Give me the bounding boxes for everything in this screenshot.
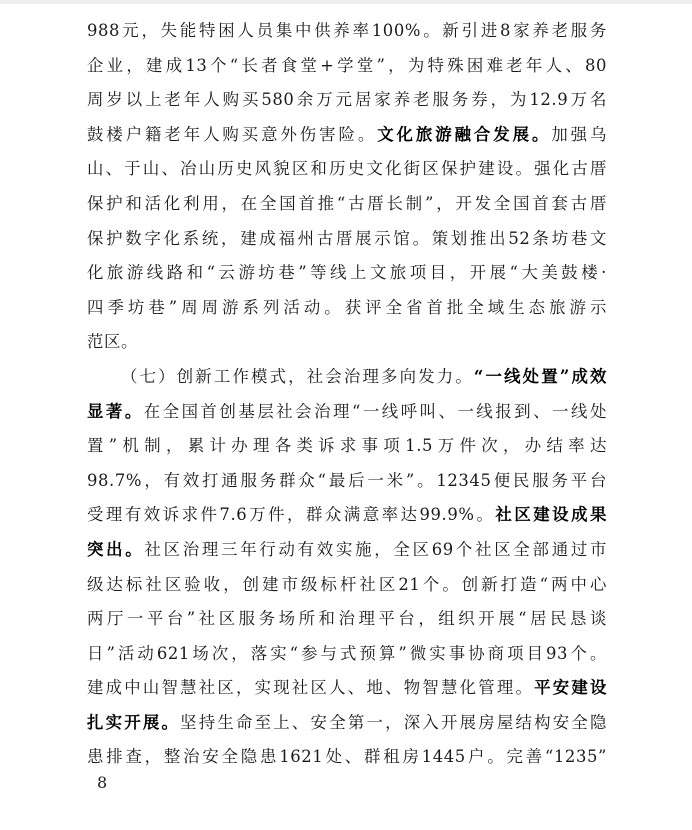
body-text: 加强乌	[551, 124, 607, 144]
body-text: 级达标社区验收，创建市级标杆社区21个。创新打造“两中心	[87, 574, 607, 594]
text-line	[87, 671, 607, 706]
body-text: 988元，失能特困人员集中供养率100%。新引进8家养老服务	[87, 21, 607, 40]
body-text: （七）创新工作模式，社会治理多向发力。	[121, 366, 474, 386]
text-line	[87, 14, 607, 49]
text-line	[87, 568, 607, 603]
body-text: 社区治理三年行动有效实施，全区69个社区全部通过市	[144, 539, 607, 559]
body-text: 日”活动621场次，落实“参与式预算”微实事协商项目93个。	[87, 643, 607, 663]
text-line	[87, 740, 607, 775]
text-line	[87, 222, 607, 257]
body-text: 受理有效诉求件7.6万件，群众满意率达99.9%。	[87, 505, 496, 525]
text-line	[87, 187, 607, 222]
body-text: 鼓楼户籍老年人购买意外伤害险。	[87, 124, 378, 144]
page-number: 8	[97, 773, 108, 792]
body-text: 两厅一平台”社区服务场所和治理平台，组织开展“居民恳谈	[87, 609, 607, 629]
text-line	[87, 395, 607, 430]
body-text: 坚持生命至上、安全第一，深入开展房屋结构安全隐	[180, 712, 607, 732]
text-line	[87, 637, 607, 672]
viewer-top-edge	[0, 0, 692, 4]
bold-heading-text: 社区建设成果	[495, 505, 607, 525]
body-text: 保护和活化利用，在全国首推“古厝长制”，开发全国首套古厝	[87, 193, 607, 213]
body-text: 范区。	[87, 332, 138, 352]
body-text: 化旅游线路和“云游坊巷”等线上文旅项目，开展“大美鼓楼·	[87, 263, 607, 283]
text-line	[87, 256, 607, 291]
bold-heading-text: “一线处置”成效	[473, 366, 608, 386]
body-text: 山、于山、冶山历史风貌区和历史文化街区保护建设。强化古厝	[87, 159, 607, 179]
bold-heading-text: 显著。	[87, 401, 144, 421]
text-line	[87, 429, 607, 464]
text-line	[87, 464, 607, 499]
text-line	[87, 118, 607, 153]
text-line	[87, 291, 607, 326]
body-text: 置”机制，累计办理各类诉求事项1.5万件次，办结率达	[87, 436, 607, 456]
bold-heading-text: 扎实开展。	[87, 712, 181, 732]
body-text: 周岁以上老年人购买580余万元居家养老服务券，为12.9万名	[87, 90, 607, 110]
bold-heading-text: 突出。	[87, 539, 145, 559]
text-line	[87, 706, 607, 741]
body-text: 在全国首创基层社会治理“一线呼叫、一线报到、一线处	[143, 401, 607, 421]
text-line	[87, 325, 607, 360]
body-text: 98.7%，有效打通服务群众“最后一米”。12345便民服务平台	[87, 470, 607, 490]
body-text: 四季坊巷”周周游系列活动。获评全省首批全域生态旅游示	[87, 297, 607, 317]
text-line	[87, 498, 607, 533]
body-text: 企业，建成13个“长者食堂+学堂”，为特殊困难老年人、80	[87, 55, 607, 75]
text-line	[87, 49, 607, 84]
text-line	[87, 360, 607, 395]
bold-heading-text: 文化旅游融合发展。	[377, 124, 552, 144]
document-page-body	[87, 14, 607, 775]
body-text: 保护数字化系统，建成福州古厝展示馆。策划推出52条坊巷文	[87, 228, 607, 248]
bold-heading-text: 平安建设	[534, 678, 607, 698]
text-line	[87, 602, 607, 637]
text-line	[87, 152, 607, 187]
text-line	[87, 533, 607, 568]
text-line	[87, 83, 607, 118]
body-text: 建成中山智慧社区，实现社区人、地、物智慧化管理。	[87, 678, 535, 698]
body-text: 患排查，整治安全隐患1621处、群租房1445户。完善“1235”	[87, 747, 607, 767]
